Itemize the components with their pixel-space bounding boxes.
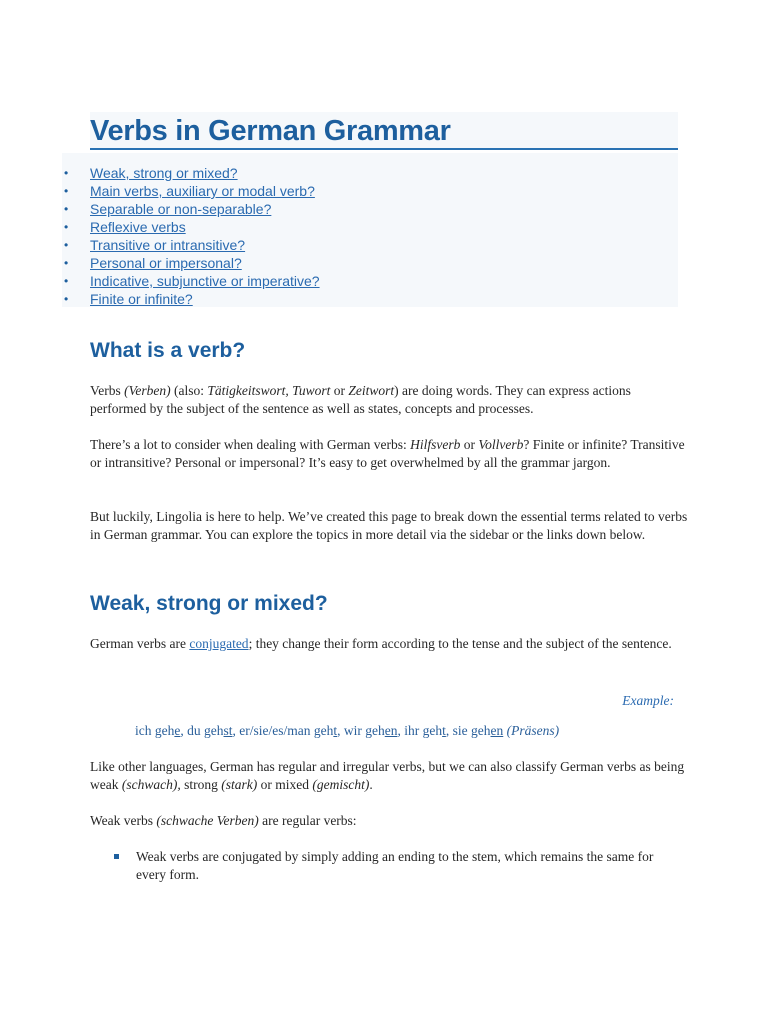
toc-link-finite[interactable]: Finite or infinite? (90, 291, 193, 307)
text-run-italic: (gemischt) (312, 777, 370, 792)
example-stem: ich geh (135, 723, 175, 738)
text-run-italic: (schwach), (121, 777, 181, 792)
toc-item[interactable] (62, 164, 320, 182)
toc-link-reflexive[interactable]: Reflexive verbs (90, 219, 186, 235)
text-run: (also: (170, 383, 208, 398)
paragraph-weak-verbs (90, 812, 690, 830)
toc-link-separable[interactable]: Separable or non-separable? (90, 201, 272, 217)
example-ending: st (223, 723, 233, 738)
text-run: or mixed (257, 777, 313, 792)
text-run: Verbs (90, 383, 125, 398)
section-heading-what-is-a-verb: What is a verb? (90, 339, 246, 362)
text-run-italic: Hilfsverb (410, 437, 461, 452)
weak-verbs-list (110, 848, 670, 884)
paragraph-lingolia-help: But luckily, Lingolia is here to help. We’ve created this page to break down the essential terms related to verbs in German grammar. You can explore the topics in more detail via the sidebar or the links down below. (90, 509, 688, 542)
example-label: Example: (622, 693, 674, 708)
bullet-icon: • (64, 220, 69, 234)
example-stem: , ihr geh (397, 723, 443, 738)
text-run: or (460, 437, 479, 452)
toc-item[interactable] (62, 254, 320, 272)
text-run: strong (180, 777, 222, 792)
text-run: Like other languages, German has regular and irregular verbs, but we can also classify German verbs as being weak (90, 759, 685, 792)
toc-item[interactable] (62, 182, 320, 200)
text-run: ; they change their form according to the tense and the subject of the sentence. (248, 636, 672, 651)
paragraph-classification (90, 758, 690, 794)
example-tense: (Präsens) (506, 723, 560, 738)
example-stem: , wir geh (337, 723, 385, 738)
example-ending: t (333, 723, 338, 738)
paragraph-conjugated (90, 635, 690, 653)
title-background (90, 112, 678, 150)
bullet-icon: • (64, 184, 69, 198)
text-run-italic: (schwache Verben) (156, 813, 259, 828)
bullet-icon: • (64, 238, 69, 252)
text-run: German verbs are (90, 636, 190, 651)
toc-item[interactable] (62, 236, 320, 254)
example-stem: , sie geh (445, 723, 491, 738)
toc-item[interactable] (62, 272, 320, 290)
text-run: ) are doing words. They can express actions performed by the subject of the sentence as well as states, concepts and processes. (90, 383, 631, 416)
text-run-italic: Tätigkeitswort, Tuwort (207, 383, 331, 398)
bullet-icon: • (64, 202, 69, 216)
example-ending: t (442, 723, 446, 738)
section-heading-weak-strong-mixed: Weak, strong or mixed? (90, 592, 328, 615)
text-run-italic: Vollverb (478, 437, 524, 452)
text-run-italic: (Verben) (124, 383, 171, 398)
toc-link-weak-strong-mixed[interactable]: Weak, strong or mixed? (90, 165, 238, 181)
example-stem: , er/sie/es/man geh (232, 723, 334, 738)
example-conjugation (135, 722, 559, 740)
text-run: Weak verbs (90, 813, 157, 828)
text-run: There’s a lot to consider when dealing with German verbs: (90, 437, 411, 452)
text-run-italic: (stark) (221, 777, 258, 792)
bullet-icon: • (64, 274, 69, 288)
toc-item[interactable] (62, 218, 320, 236)
toc-link-personal[interactable]: Personal or impersonal? (90, 255, 242, 271)
toc-item[interactable] (62, 290, 320, 308)
text-run: are regular verbs: (258, 813, 357, 828)
conjugated-link[interactable]: conjugated (189, 636, 249, 651)
toc-link-main-auxiliary-modal[interactable]: Main verbs, auxiliary or modal verb? (90, 183, 315, 199)
text-run: or (330, 383, 349, 398)
toc-item[interactable] (62, 200, 320, 218)
bullet-icon: • (64, 256, 69, 270)
square-bullet-icon (114, 854, 119, 859)
text-run-italic: Zeitwort (348, 383, 395, 398)
paragraph-definition (90, 382, 690, 418)
example-ending: e (174, 723, 181, 738)
table-of-contents (62, 164, 320, 308)
paragraph-considerations (90, 436, 690, 472)
toc-link-transitive[interactable]: Transitive or intransitive? (90, 237, 246, 253)
example-stem: , du geh (180, 723, 224, 738)
bullet-icon: • (64, 292, 69, 306)
example-ending: en (384, 723, 398, 738)
list-item (110, 848, 670, 884)
text-run: ? Finite or infinite? Transitive or intransitive? Personal or impersonal? It’s easy to get overwhelmed by all the grammar jargon. (90, 437, 685, 470)
list-item-text: Weak verbs are conjugated by simply adding an ending to the stem, which remains the same for every form. (136, 849, 654, 882)
example-ending: en (490, 723, 504, 738)
toc-link-indicative[interactable]: Indicative, subjunctive or imperative? (90, 273, 320, 289)
title-underline-rule (90, 148, 678, 150)
text-run: . (369, 777, 373, 792)
bullet-icon: • (64, 166, 69, 180)
page-title: Verbs in German Grammar (90, 115, 451, 147)
